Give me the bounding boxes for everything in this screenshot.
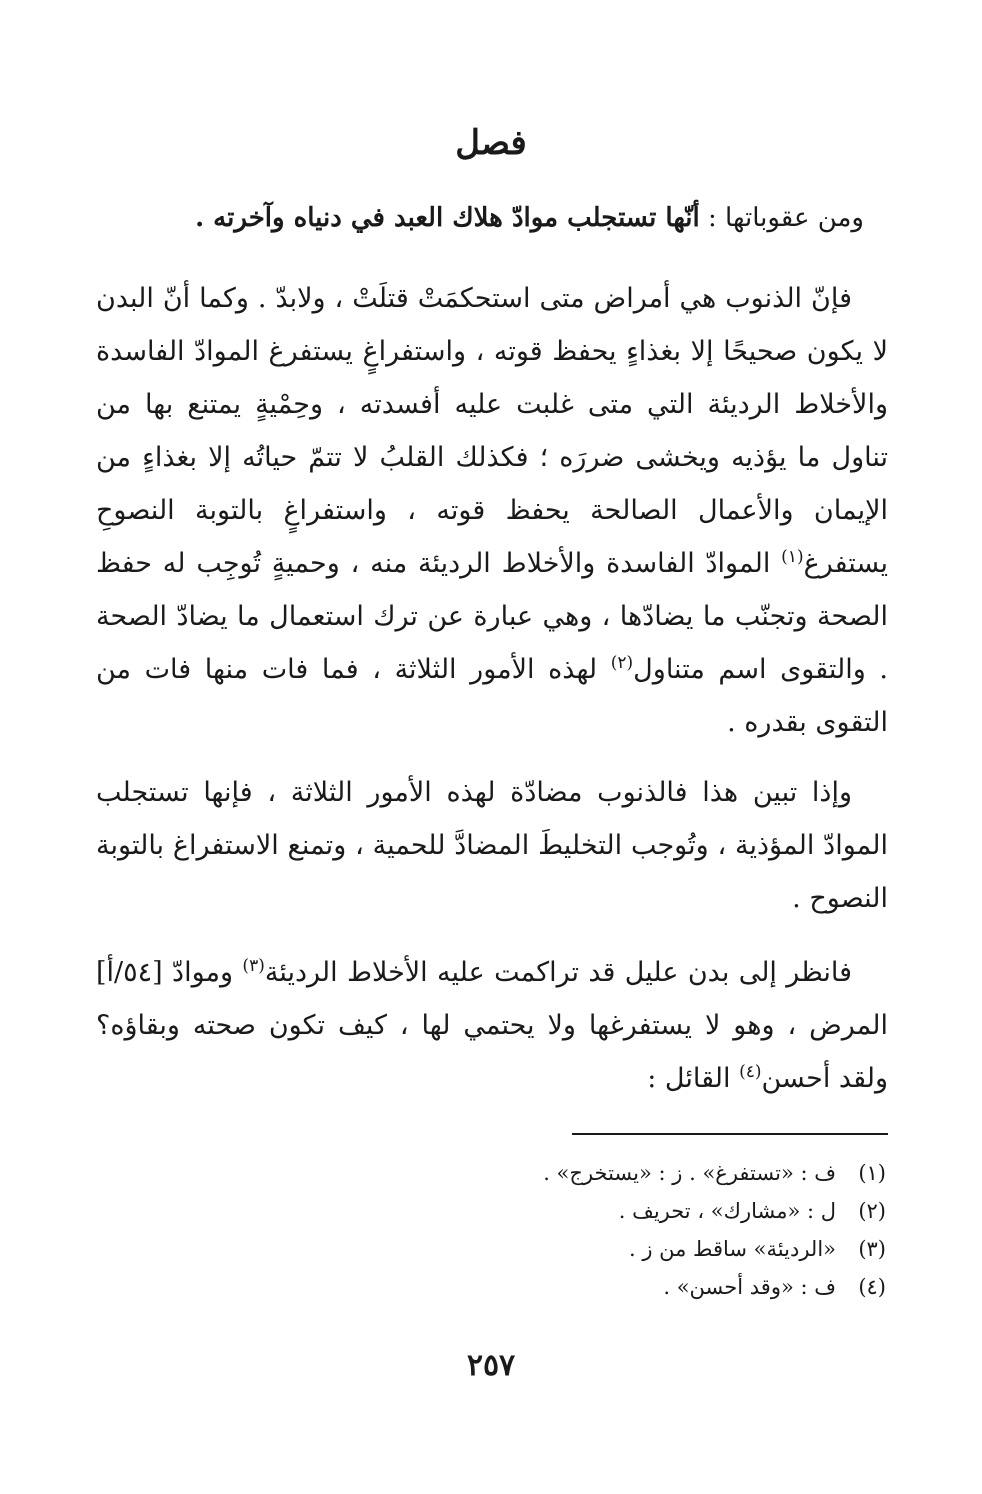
- page-number: ٢٥٧: [466, 1348, 516, 1383]
- paragraph-1-text-c: لهذه الأمور الثلاثة ، فما فات منها فات من التقوى بقدره .: [96, 654, 888, 738]
- subtitle-lead: ومن عقوباتها :: [699, 203, 864, 233]
- paragraph-2-text: وإذا تبين هذا فالذنوب مضادّة لهذه الأمور الثلاثة ، فإنها تستجلب الموادّ المؤذية ، وتُوجب التخليطَ المضادَّ للحمية ، وتمنع الاستفراغ بالتوبة النصوح .: [96, 777, 888, 914]
- footnote-ref-1: (١): [781, 547, 804, 567]
- paragraph-1: [96, 272, 888, 749]
- footnote-number: (١): [858, 1161, 886, 1185]
- footnote-item: [326, 1230, 886, 1268]
- footnote-text: ل : «مشارك» ، تحريف .: [618, 1199, 836, 1223]
- footnote-number: (٤): [858, 1275, 886, 1299]
- footnote-text: ف : «تستفرغ» . ز : «يستخرج» .: [543, 1161, 836, 1185]
- paragraph-2: [96, 766, 888, 925]
- footnote-ref-3: (٣): [242, 956, 265, 976]
- footnote-ref-2: (٢): [610, 653, 634, 673]
- paragraph-3: [96, 946, 888, 1105]
- paragraph-1-text-a: فإنّ الذنوب هي أمراض متى استحكمَتْ قتلَتْ ، ولابدّ . وكما أنّ البدن لا يكون صحيحًا إلا بغذاءٍ يحفظ قوته ، واستفراغٍ يستفرغ الموادّ الفاسدة والأخلاط الرديئة التي متى غلبت عليه أفسدته ، وحِمْيةٍ يمتنع بها من تناول ما يؤذيه ويخشى ضررَه ؛ فكذلك القلبُ لا تتمّ حياتُه إلا بغذاءٍ من الإيمان والأعمال الصالحة يحفظ قوته ، واستفراغٍ بالتوبة النصوحِ يستفرغ: [96, 283, 888, 579]
- footnote-item: [326, 1268, 886, 1306]
- footnote-number: (٣): [858, 1237, 886, 1261]
- footnote-item: [326, 1154, 886, 1192]
- footnotes: [326, 1154, 886, 1306]
- subtitle-bold: أنّها تستجلب موادّ هلاك العبد في دنياه وآخرته .: [195, 203, 700, 233]
- footnote-ref-4: (٤): [739, 1062, 762, 1082]
- footnote-text: ف : «وقد أحسن» .: [663, 1275, 836, 1299]
- paragraph-1-text-b: الموادّ الفاسدة والأخلاط الرديئة منه ، وحميةٍ تُوجِب له حفظ الصحة وتجنّب ما يضادّها ، وهي عبارة عن ترك استعمال ما يضادّ الصحة . والتقوى اسم متناول: [96, 548, 888, 685]
- footnote-separator: [572, 1133, 888, 1135]
- paragraph-3-text-c: القائل :: [647, 1063, 740, 1094]
- footnote-text: «الرديئة» ساقط من ز .: [628, 1237, 836, 1261]
- section-subtitle: [104, 196, 864, 240]
- footnote-number: (٢): [858, 1199, 886, 1223]
- paragraph-3-text-b: وموادّ [٥٤/أ] المرض ، وهو لا يستفرغها ولا يحتمي لها ، كيف تكون صحته وبقاؤه؟ ولقد أحسن: [96, 957, 888, 1094]
- section-title: فصل: [455, 123, 527, 163]
- paragraph-3-text-a: فانظر إلى بدن عليل قد تراكمت عليه الأخلاط الرديئة: [264, 957, 852, 988]
- footnote-item: [326, 1192, 886, 1230]
